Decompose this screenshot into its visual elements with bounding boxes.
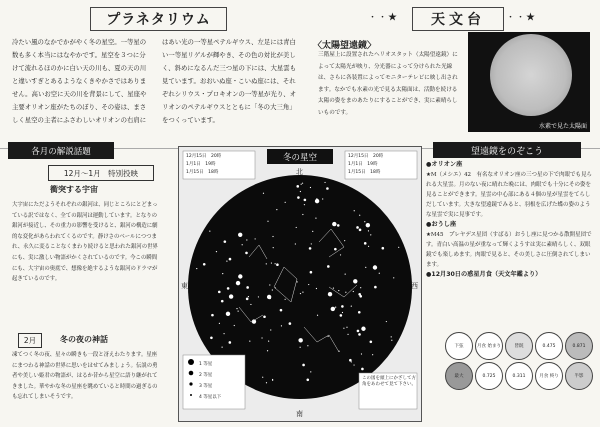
star [359,229,362,232]
star [359,215,360,216]
star [356,226,359,229]
moon-phase: 月食 終り [535,362,563,390]
star [285,299,286,300]
star [353,364,354,365]
star [345,292,346,293]
star [298,339,301,342]
moon-phase: 最大 [445,362,473,390]
star [358,293,361,296]
star [393,277,394,278]
star [358,333,361,336]
star [361,327,365,331]
time-3: 1月15日 18時 [186,170,219,175]
star [272,289,273,290]
star [310,371,311,372]
star [263,315,266,318]
month-february: 2月 [18,333,42,348]
star [307,345,308,346]
star [398,247,399,248]
star [272,380,273,381]
star [324,182,325,183]
star [238,274,242,278]
star [296,185,299,188]
star [374,286,377,289]
star [211,314,214,317]
star [238,311,239,312]
star [216,251,217,252]
star [353,279,357,283]
star [315,217,316,218]
star [338,290,339,291]
star [245,252,248,255]
star [334,248,337,251]
star [246,286,249,289]
star [349,359,352,362]
moon-phase: 0.475 [535,332,563,360]
star [246,239,247,240]
star [248,296,249,297]
star [234,325,235,326]
star [382,247,385,250]
star [296,227,297,228]
taurus-body: ★M45 プレヤデス星団（すばる）おうし座に見つかる散開星団です。青白い高温の星が重なって輝くようすは実に素晴らしく、双眼鏡でも楽しめます。肉眼で見ると、その美しさに圧倒されてしまいます。 [426,232,592,268]
star [379,273,380,274]
star [343,328,344,329]
star [364,221,365,222]
star [209,231,210,232]
star [358,311,361,314]
legend-labels [199,359,221,403]
star [275,263,276,264]
star [327,265,330,268]
star [340,254,341,255]
star [361,353,362,354]
star [370,340,373,343]
monthly-topics-heading: 各月の解説話題 [8,142,114,159]
star [229,341,232,344]
star [354,210,355,211]
topic1-title: 衝突する宇宙 [50,185,98,194]
planetarium-body: 冷たい風のなかでかがやく冬の星空。一等星の数も多く本当にはなやかです。星空を３つに分けて流れるほのかに白い天の川も、夏の天の川と違いすぎとあるようなくきやかさではありません。高いお空に天の川を背景にして、星座や主要オリオン座がたちのぼり、その姿は、まさしく星空の主者にふさわしいオリオンの右肩にはあい光の一等星ペテルギウス、左足には青白い一等星リゲルが輝やき、その色の対比が美しく、斜めになるんだ三つ星の下には、大星雲も見ています。おおいぬ座・こいぬ座には、それぞれシリウス・プロキオンの一等星が光り、オリオンのペテルギウスとともに「冬の大三角」をつくっています。 [12,38,297,124]
star [300,347,301,348]
star [353,291,354,292]
star [351,306,352,307]
topic1-body: 大宇宙にただようそれぞれの銀河は、同じところにとどまっている訳ではなく、全ての銀河は運動しています。となりの銀河が接近し、その重力の影響を受けると、銀河の構造に劇的な変化があらわれてくるのです。静けさのベールにつつまれ、永久に変ることなくまわり続けると思われた銀河の世界にも、実に激しい物語がかくされているのです。今この瞬間にも、大宇宙の奥底で、想像を絶するような銀河のドラマが起きているのです。 [12,202,158,283]
orion-body: ★M（メシエ）42 有名なオリオン座の三つ星の下で肉眼でも見られる大星雲。月のない夜に晴れた晩には、肉眼でも十分にその姿を見ることができます。星雲の中心部にある４個の星が星雲をてらしだしています。大きな望遠鏡でみると、羽根を広げた蝶の姿のような星雲で実に見事です。 [426,172,593,218]
star [317,315,318,316]
star [342,312,343,313]
solar-telescope-heading: 〈太陽望遠鏡〉 [313,41,377,51]
star [289,322,292,325]
star [332,222,336,226]
star [249,341,250,342]
star [302,292,303,293]
solar-telescope-body: 三階屋上に設置されたヘリオスタット（太陽望遠鏡）によって太陽光が映り、分光器によって分けられた光線は、さらに各装置によってモニターテレビに映し出されます。なかでも水素の光で見る太陽面は、活動を続ける太陽の姿をまのあたりにすることができ、実に素晴らしいものです。 [318,52,458,116]
eclipse-phase-grid [445,332,595,422]
star [370,234,371,235]
star [203,263,206,266]
star [236,308,237,309]
star-decoration-right: ・・★ [506,13,537,23]
moon-phase: 下弦 [445,332,473,360]
legend-mag1: 1 等星 [199,362,213,367]
star [335,307,336,308]
star [360,287,361,288]
star [210,337,213,340]
topic2-title: 冬の夜の神話 [60,335,108,344]
star [368,246,369,247]
star [337,224,340,227]
star [322,198,323,199]
east-label: 東 [181,282,188,290]
moon-phase: 0.871 [565,332,593,360]
star [315,199,319,203]
star-decoration-left: ・・★ [368,13,399,23]
star [341,305,344,308]
star [295,243,296,244]
eclipse-title: ●12月30日の惑星月食（天文年鑑より） [426,271,542,278]
winter-star-map [178,146,422,422]
star [333,287,334,288]
star [312,231,313,232]
moon-phase: 月食 始まり [475,332,503,360]
star [267,221,268,222]
star [306,378,309,381]
star [268,341,269,342]
star [285,202,286,203]
star [250,304,251,305]
star [357,330,360,333]
star [266,382,267,383]
star [361,368,364,371]
star [302,214,303,215]
time-1-right: 12月15日 20時 [348,154,384,159]
star [238,233,242,237]
star [391,336,392,337]
star [242,244,243,245]
star [316,288,317,289]
star [310,187,311,188]
star [229,294,233,298]
star [316,198,317,199]
star [280,309,283,312]
star [276,263,279,266]
star [272,236,273,237]
telescope-body [426,160,594,328]
star [308,284,309,285]
south-label: 南 [296,410,303,418]
star [326,187,329,190]
star [328,292,332,296]
legend-mag4: 4 等星以下 [199,395,222,400]
star [373,265,377,269]
sun-photo [468,32,590,132]
star [344,240,345,241]
star [364,242,367,245]
sun-disc [490,34,572,116]
star [261,337,262,338]
star [226,261,227,262]
star [300,191,301,192]
west-label: 西 [411,282,418,290]
moon-phase: 0.311 [505,362,533,390]
star [224,240,227,243]
star-map-title: 冬の星空 [267,149,333,164]
star [267,350,268,351]
star [372,354,373,355]
star [304,204,305,205]
star [266,263,267,264]
star [297,281,298,282]
star [281,325,282,326]
star [196,268,197,269]
star [301,184,302,185]
planetarium-title: プラネタリウム [90,7,227,31]
star [236,281,240,285]
star [255,238,256,239]
star [304,199,307,202]
star [391,340,392,341]
orion-title: ●オリオン座 [426,161,463,168]
time-1: 12月15日 20時 [186,154,222,159]
star [223,333,224,334]
star [222,273,223,274]
star [340,314,343,317]
star [276,209,277,210]
star [218,291,221,294]
special-show-period: 12月～1月 特別投映 [48,165,154,181]
star [300,293,301,294]
star [302,364,305,367]
north-label: 北 [296,168,303,176]
star [252,319,256,323]
star [366,223,370,227]
star [311,243,312,244]
star [227,287,230,290]
star [365,267,366,268]
star [271,262,272,263]
moon-phase: 0.725 [475,362,503,390]
star [270,329,271,330]
sun-photo-caption: 水素で見た太陽面 [538,123,587,130]
star [345,273,346,274]
star [309,247,312,250]
star [351,361,352,362]
observation-times [186,153,221,177]
legend-mag2: 2 等星 [199,373,213,378]
topic2-body: 凍てつく冬の夜、星々の瞬きも一段と冴えわたります。星座にまつわる神話の世界に思いをはせてみましょう。伝説の勇者や美しい姫君の物語が、はるか昔から星空に語り継がれてきました。華やかな冬の星座を眺めていると時間の過ぎるのも忘れてしまいそうです。 [12,352,158,401]
star [226,312,230,316]
time-3-right: 1月15日 18時 [348,170,381,175]
star [219,323,220,324]
star [269,284,270,285]
star [221,347,222,348]
star [386,321,387,322]
observation-times-right [348,153,383,177]
star [246,298,249,301]
star [302,183,303,184]
star [331,307,335,311]
star [346,327,347,328]
observatory-title: 天文台 [412,7,504,31]
star [263,193,264,194]
legend-mag3: 3 等星 [199,384,213,389]
star [273,247,274,248]
time-2: 1月1日 19時 [186,162,216,167]
star [258,296,259,297]
moon-phase: 半影 [565,362,593,390]
star [310,271,313,274]
star [368,230,369,231]
star [347,334,348,335]
star [229,258,232,261]
moon-phase: 皆既 [505,332,533,360]
taurus-title: ●おうし座 [426,221,457,228]
star [297,196,300,199]
star [262,377,263,378]
star [270,298,271,299]
telescope-heading: 望遠鏡をのぞこう [433,142,581,158]
usage-note-text: この図を頭上にかざして方角をあわせて見て下さい。 [362,376,416,387]
star [221,300,224,303]
time-2-right: 1月1日 19時 [348,162,378,167]
